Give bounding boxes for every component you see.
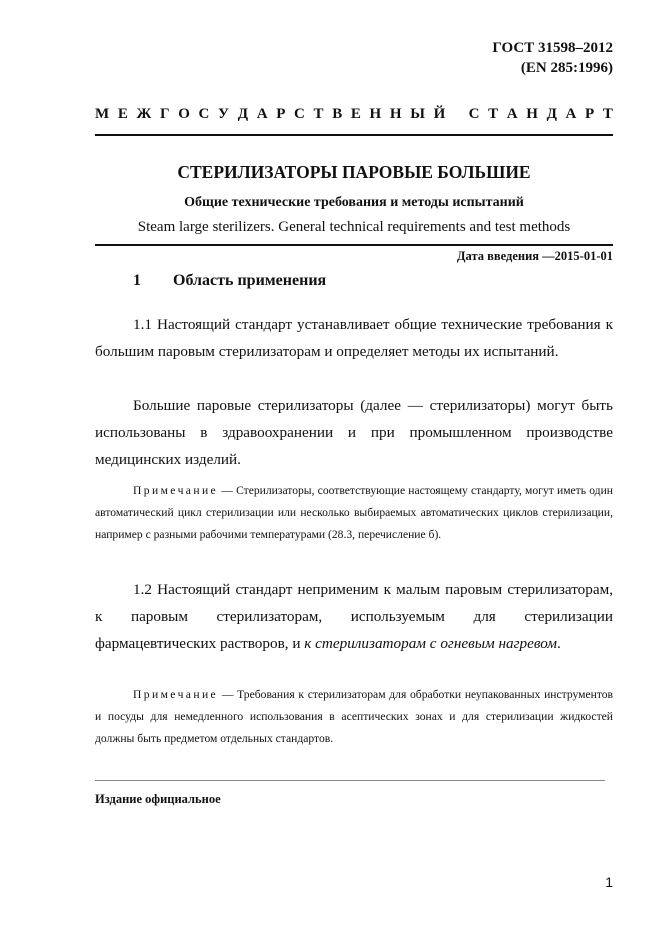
interstate-letter: Д bbox=[546, 106, 557, 122]
document-subtitle: Общие технические требования и методы испытаний bbox=[184, 195, 524, 210]
note-text: — Стерилизаторы, соответствующие настоящему стандарту, могут иметь один автоматический цикл стерилизации или несколько выбираемых автоматических циклов стерилизации, например с разными рабочими температурами (28.3, перечисление б). bbox=[95, 484, 613, 541]
official-edition: Издание официальное bbox=[95, 792, 221, 806]
interstate-letter: Й bbox=[433, 106, 446, 122]
note-text: — Требования к стерилизаторам для обработки неупакованных инструментов и посуды для немедленного использования в асептических зонах и для стерилизации жидкостей должны быть предметом отдельных стандартов. bbox=[95, 688, 613, 745]
interstate-letter: Г bbox=[160, 106, 170, 122]
interstate-letter: Ж bbox=[136, 106, 152, 122]
paragraph-text: Большие паровые стерилизаторы (далее — стерилизаторы) могут быть использованы в здравоохранении и при промышленном производстве медицинских изделий. bbox=[95, 397, 613, 468]
introduction-date: Дата введения —2015-01-01 bbox=[456, 249, 613, 263]
paragraph-text-end: . bbox=[556, 635, 561, 652]
interstate-letter: С bbox=[198, 106, 210, 122]
note-1 bbox=[95, 480, 613, 546]
section-heading bbox=[133, 272, 326, 290]
paragraph-1-2 bbox=[95, 576, 613, 657]
paragraph-text-plain: 1.2 Настоящий стандарт неприменим к малым паровым стерилизаторам, к паровым стерилизаторам, используемым для стерилизации фармацевтических растворов, и bbox=[95, 581, 613, 652]
interstate-letter: Т bbox=[602, 106, 613, 122]
english-title: Steam large sterilizers. General technical requirements and test methods bbox=[137, 219, 571, 235]
interstate-letter: Н bbox=[526, 106, 538, 122]
interstate-letter: Н bbox=[389, 106, 402, 122]
interstate-letter: Е bbox=[117, 106, 128, 122]
interstate-letter: Е bbox=[350, 106, 361, 122]
letter-gap bbox=[454, 106, 460, 123]
interstate-letter: Р bbox=[585, 106, 595, 122]
note-2 bbox=[95, 684, 613, 750]
note-label: Примечание bbox=[133, 484, 219, 497]
page-number: 1 bbox=[605, 874, 613, 890]
interstate-letter: Т bbox=[313, 106, 324, 122]
interstate-letter: Ы bbox=[410, 106, 425, 122]
interstate-letter: А bbox=[565, 106, 577, 122]
interstate-letter: В bbox=[332, 106, 343, 122]
standard-designation bbox=[492, 38, 613, 78]
paragraph-text bbox=[95, 576, 613, 657]
section-title: Область применения bbox=[173, 272, 327, 289]
interstate-letter: С bbox=[294, 106, 305, 122]
interstate-letter: Т bbox=[488, 106, 499, 122]
paragraph-1-1 bbox=[95, 311, 613, 365]
paragraph-text-italic: к стерилизаторам с огневым нагревом bbox=[304, 635, 557, 652]
interstate-letter: Д bbox=[237, 106, 249, 122]
note-label: Примечание bbox=[133, 688, 219, 701]
section-number: 1 bbox=[133, 272, 141, 289]
document-title: СТЕРИЛИЗАТОРЫ ПАРОВЫЕ БОЛЬШИЕ bbox=[177, 162, 531, 182]
top-divider bbox=[95, 134, 613, 136]
interstate-letter: О bbox=[178, 106, 190, 122]
interstate-standard-label bbox=[95, 106, 613, 123]
interstate-letter: А bbox=[506, 106, 518, 122]
title-divider bbox=[95, 244, 613, 246]
interstate-letter: У bbox=[218, 106, 230, 122]
paragraph-sterilizer-use bbox=[95, 392, 613, 473]
en-reference: (EN 285:1996) bbox=[520, 60, 613, 76]
interstate-letter: С bbox=[468, 106, 480, 122]
footer-divider bbox=[95, 780, 605, 781]
paragraph-text: 1.1 Настоящий стандарт устанавливает общие технические требования к большим паровым стерилизаторам и определяет методы их испытаний. bbox=[95, 316, 613, 360]
interstate-letter: М bbox=[95, 106, 110, 122]
interstate-letter: А bbox=[256, 106, 268, 122]
interstate-letter: Н bbox=[369, 106, 382, 122]
standard-number: ГОСТ 31598–2012 bbox=[492, 40, 613, 56]
interstate-letter: Р bbox=[276, 106, 286, 122]
